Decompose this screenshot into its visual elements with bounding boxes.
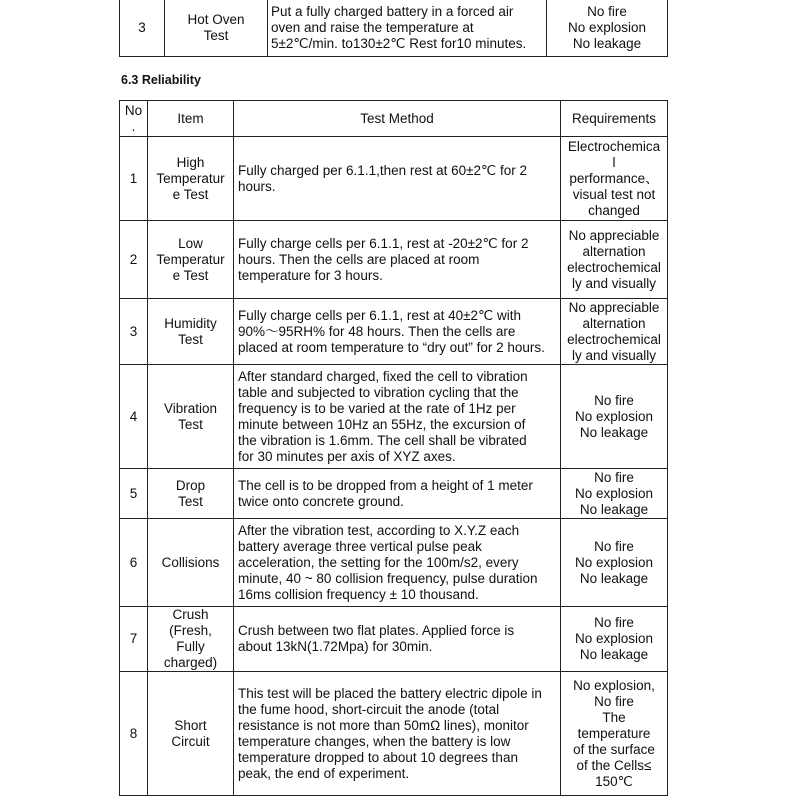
test-method: Fully charge cells per 6.1.1, rest at -20±2℃ for 2 hours. Then the cells are placed at room temperature for 3 hours. bbox=[234, 221, 561, 299]
test-method: The cell is to be dropped from a height of 1 meter twice onto concrete ground. bbox=[234, 469, 561, 519]
test-item: Collisions bbox=[148, 519, 234, 607]
row-number: 3 bbox=[120, 0, 165, 56]
reliability-table bbox=[119, 100, 668, 796]
test-item: High Temperatur e Test bbox=[148, 137, 234, 221]
row-number: 5 bbox=[120, 469, 148, 519]
table-row bbox=[120, 365, 668, 469]
header-item: Item bbox=[148, 101, 234, 137]
row-number: 8 bbox=[120, 672, 148, 796]
row-number: 2 bbox=[120, 221, 148, 299]
test-item: Vibration Test bbox=[148, 365, 234, 469]
row-number: 3 bbox=[120, 299, 148, 365]
test-requirements: No fire No explosion No leakage bbox=[561, 469, 668, 519]
test-requirements: No fire No explosion No leakage bbox=[561, 607, 668, 672]
test-method: Fully charged per 6.1.1,then rest at 60±2℃ for 2 hours. bbox=[234, 137, 561, 221]
test-method: This test will be placed the battery electric dipole in the fume hood, short-circuit the anode (total resistance is not more than 50mΩ lines), monitor temperature changes, when the battery is low temperature dropped to about 10 degrees than peak, the end of experiment. bbox=[234, 672, 561, 796]
table-header-row bbox=[120, 101, 668, 137]
test-item: Short Circuit bbox=[148, 672, 234, 796]
test-requirements: No fire No explosion No leakage bbox=[561, 365, 668, 469]
table-row bbox=[120, 299, 668, 365]
table-row bbox=[120, 607, 668, 672]
test-method: After standard charged, fixed the cell to vibration table and subjected to vibration cycling that the frequency is to be varied at the rate of 1Hz per minute between 10Hz an 55Hz, the excursion of the vibration is 1.6mm. The cell shall be vibrated for 30 minutes per axis of XYZ axes. bbox=[234, 365, 561, 469]
test-item: Low Temperatur e Test bbox=[148, 221, 234, 299]
test-item: Hot Oven Test bbox=[165, 0, 268, 56]
table-row bbox=[120, 137, 668, 221]
test-item: Drop Test bbox=[148, 469, 234, 519]
header-test-method: Test Method bbox=[234, 101, 561, 137]
test-method: Put a fully charged battery in a forced air oven and raise the temperature at 5±2℃/min. to130±2℃ Rest for10 minutes. bbox=[268, 0, 547, 56]
test-requirements: No appreciable alternation electrochemical ly and visually bbox=[561, 221, 668, 299]
test-item: Humidity Test bbox=[148, 299, 234, 365]
section-heading: 6.3 Reliability bbox=[121, 73, 201, 87]
table-row bbox=[120, 672, 668, 796]
test-method: Fully charge cells per 6.1.1, rest at 40±2℃ with 90%～95RH% for 48 hours. Then the cells are placed at room temperature to “dry out” for 2 hours. bbox=[234, 299, 561, 365]
test-requirements: No fire No explosion No leakage bbox=[561, 519, 668, 607]
test-requirements: No explosion, No fire The temperature of the surface of the Cells≤ 150℃ bbox=[561, 672, 668, 796]
test-requirements: Electrochemica l performance、 visual test not changed bbox=[561, 137, 668, 221]
header-no: No . bbox=[120, 101, 148, 137]
header-requirements: Requirements bbox=[561, 101, 668, 137]
test-requirements: No appreciable alternation electrochemical ly and visually bbox=[561, 299, 668, 365]
hot-oven-test-table bbox=[119, 0, 668, 57]
table-row bbox=[120, 519, 668, 607]
row-number: 4 bbox=[120, 365, 148, 469]
table-row bbox=[120, 469, 668, 519]
row-number: 7 bbox=[120, 607, 148, 672]
test-method: After the vibration test, according to X.Y.Z each battery average three vertical pulse peak acceleration, the setting for the 100m/s2, every minute, 40 ~ 80 collision frequency, pulse duration 16ms collision frequency ± 10 thousand. bbox=[234, 519, 561, 607]
table-row bbox=[120, 0, 668, 56]
test-requirements: No fire No explosion No leakage bbox=[547, 0, 668, 56]
row-number: 1 bbox=[120, 137, 148, 221]
table-row bbox=[120, 221, 668, 299]
test-method: Crush between two flat plates. Applied force is about 13kN(1.72Mpa) for 30min. bbox=[234, 607, 561, 672]
test-item: Crush (Fresh, Fully charged) bbox=[148, 607, 234, 672]
row-number: 6 bbox=[120, 519, 148, 607]
